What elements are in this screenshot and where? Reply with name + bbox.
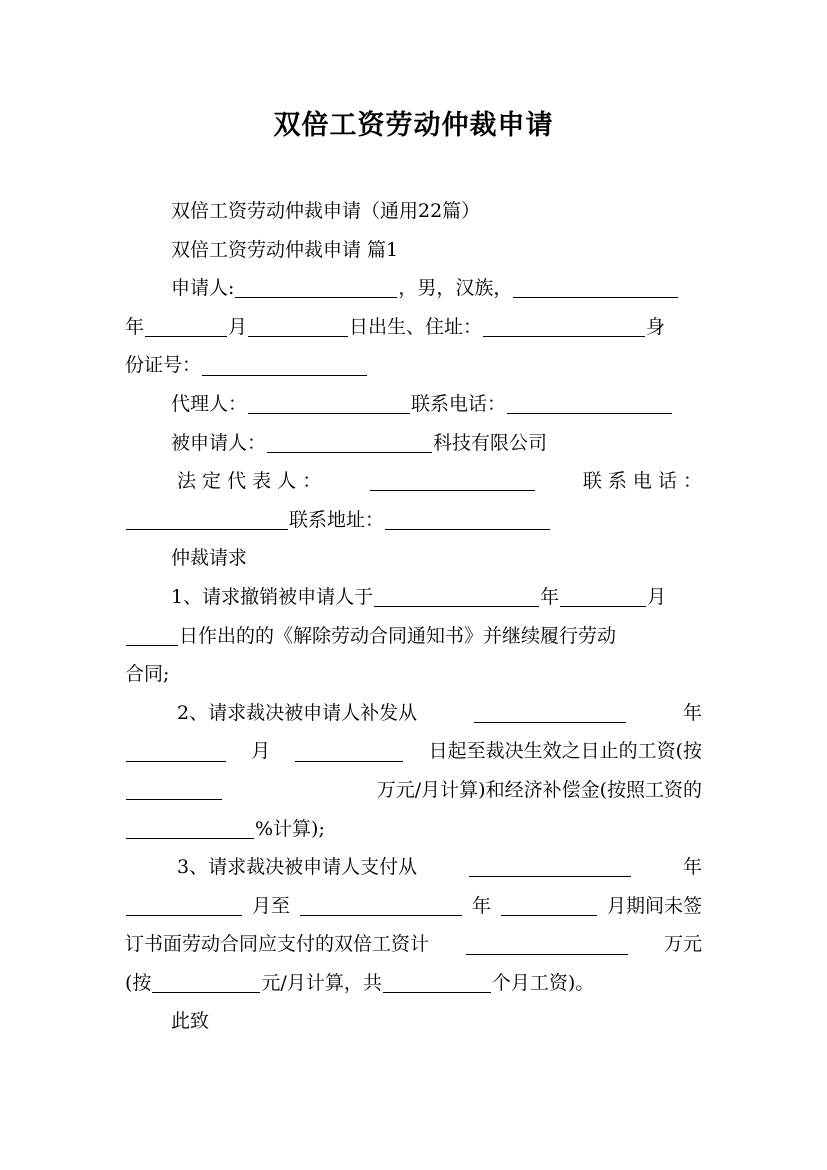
blank xyxy=(474,703,626,723)
blank xyxy=(469,857,631,877)
blank xyxy=(560,587,646,607)
claim-3-line: 订书面劳动合同应支付的双倍工资计 万元 xyxy=(125,933,702,956)
blank xyxy=(126,626,178,646)
claim-1-line: 合同; xyxy=(125,663,170,686)
agent-name-blank xyxy=(248,394,410,414)
claim-1-line: 1、请求撤销被申请人于 年 月 xyxy=(171,585,667,608)
agent-phone-blank xyxy=(507,394,672,414)
blank xyxy=(126,819,254,839)
claim-3-line: 月至 年 月期间未签 xyxy=(125,887,702,926)
claims-heading: 仲裁请求 xyxy=(171,547,248,570)
claim-1-line: 日作出的的《解除劳动合同通知书》并继续履行劳动 xyxy=(125,617,702,656)
claim-2-line: %计算); xyxy=(125,810,702,849)
blank xyxy=(126,896,242,916)
blank xyxy=(374,587,539,607)
agent-line: 代理人： 联系电话： xyxy=(125,385,702,424)
closing-line: 此致 xyxy=(171,1010,210,1033)
document-body xyxy=(125,192,702,1041)
blank xyxy=(126,742,226,762)
claim-2-line: 月 日起至裁决生效之日止的工资(按 xyxy=(125,732,702,771)
blank xyxy=(152,973,260,993)
blank xyxy=(300,896,462,916)
respondent-name-blank xyxy=(267,433,432,453)
claim-2-line: 万元/月计算)和经济补偿金(按照工资的 xyxy=(125,771,702,810)
birth-address-line: 年 月 日出生、住址： 身 xyxy=(125,315,666,338)
blank xyxy=(383,973,491,993)
applicant-name-blank xyxy=(235,278,397,298)
blank xyxy=(126,780,222,800)
contact-address-line: 联系地址： xyxy=(125,501,702,540)
contact-address-blank xyxy=(385,510,550,530)
applicant-blank xyxy=(513,278,678,298)
id-line: 份证号： xyxy=(125,346,702,385)
subtitle-line: 双倍工资劳动仲裁申请（通用22篇） xyxy=(171,200,481,222)
blank xyxy=(501,896,597,916)
blank xyxy=(295,742,403,762)
rep-phone-blank xyxy=(126,510,288,530)
applicant-line: 申请人: ，男，汉族， xyxy=(125,269,702,308)
legal-rep-blank xyxy=(370,471,535,491)
id-number-blank xyxy=(202,356,367,376)
address-blank xyxy=(483,317,645,337)
blank xyxy=(466,935,628,955)
claim-3-line: (按 元/月计算，共 个月工资)。 xyxy=(125,971,595,994)
claim-2-line: 2、请求裁决被申请人补发从 年 xyxy=(177,701,702,724)
blank xyxy=(145,317,227,337)
blank xyxy=(248,317,348,337)
respondent-line: 被申请人： 科技有限公司 xyxy=(171,431,548,454)
document-title: 双倍工资劳动仲裁申请 xyxy=(273,110,554,141)
legal-rep-line: 法 定 代 表 人 ： 联 系 电 话 ： xyxy=(177,470,702,493)
claim-3-line: 3、请求裁决被申请人支付从 年 xyxy=(177,856,702,879)
section-heading: 双倍工资劳动仲裁申请 篇1 xyxy=(171,238,399,261)
